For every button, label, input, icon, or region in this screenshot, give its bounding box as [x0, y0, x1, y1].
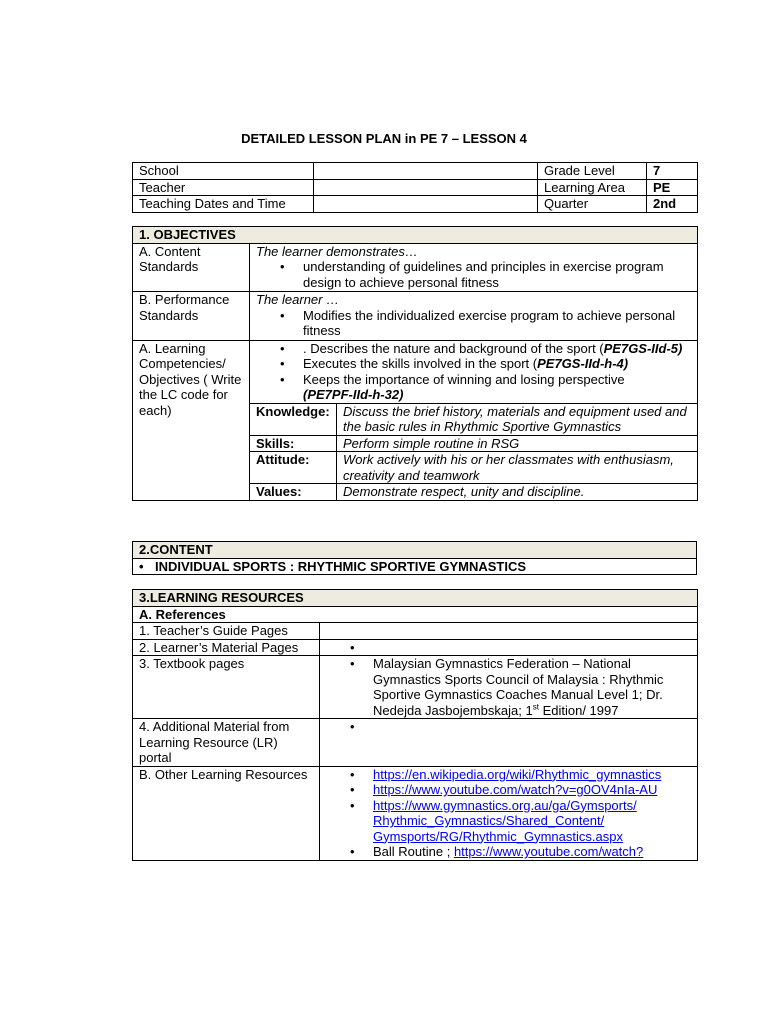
references-label: A. References: [133, 606, 698, 623]
content-table: [132, 541, 697, 575]
youtube-link[interactable]: https://www.youtube.com/watch?v=g0OV4nIa-AU: [373, 782, 658, 797]
knowledge-value: Discuss the brief history, materials and equipment used and the basic rules in Rhythmic Sportive Gymnastics: [337, 403, 698, 435]
area-value: PE: [647, 179, 698, 196]
values-label: Values:: [250, 484, 337, 501]
performance-standards-label: B. Performance Standards: [133, 292, 250, 341]
gymnastics-org-link[interactable]: https://www.gymnastics.org.au/ga/Gymsports/ Rhythmic_Gymnastics/Shared_Content/ Gymsports/RG/Rhythmic_Gymnastics.aspx: [373, 797, 637, 844]
tg-label: 1. Teacher’s Guide Pages: [133, 623, 320, 640]
area-label: Learning Area: [538, 179, 647, 196]
attitude-value: Work actively with his or her classmates with enthusiasm, creativity and teamwork: [337, 452, 698, 484]
additional-bullet: [326, 719, 691, 735]
knowledge-label: Knowledge:: [250, 403, 337, 435]
wikipedia-link[interactable]: https://en.wikipedia.org/wiki/Rhythmic_gymnastics: [373, 766, 662, 782]
resource-link-item: [326, 782, 691, 798]
teacher-value: [314, 179, 538, 196]
additional-label: 4. Additional Material from Learning Resource (LR) portal: [133, 719, 320, 767]
content-header: 2.CONTENT: [133, 542, 697, 559]
lm-bullet: [326, 640, 691, 656]
content-standards-item: • understanding of guidelines and principles in exercise program design to achieve personal fitness: [256, 259, 691, 290]
resource-link-item: • Ball Routine ; https://www.youtube.com/watch?: [326, 844, 691, 860]
info-table: [132, 162, 698, 213]
values-value: Demonstrate respect, unity and discipline.: [337, 484, 698, 501]
quarter-value: 2nd: [647, 196, 698, 213]
attitude-label: Attitude:: [250, 452, 337, 484]
teacher-label: Teacher: [133, 179, 314, 196]
school-value: [314, 163, 538, 180]
performance-standards-item: • Modifies the individualized exercise program to achieve personal fitness: [256, 308, 691, 339]
bullet-icon: •: [139, 558, 144, 574]
competency-item: • . Describes the nature and background of the sport (PE7GS-IId-5): [256, 341, 691, 357]
content-standards-intro: The learner demonstrates…: [256, 243, 418, 259]
resource-link-item: [326, 767, 691, 783]
competency-item: • Keeps the importance of winning and losing perspective (PE7PF-IId-h-32): [256, 372, 691, 403]
tg-value: [320, 623, 698, 640]
other-resources-label: B. Other Learning Resources: [133, 766, 320, 860]
objectives-header: 1. OBJECTIVES: [133, 227, 698, 244]
school-label: School: [133, 163, 314, 180]
lm-label: 2. Learner’s Material Pages: [133, 639, 320, 656]
resources-header: 3.LEARNING RESOURCES: [133, 590, 698, 607]
content-item: • INDIVIDUAL SPORTS : RHYTHMIC SPORTIVE GYMNASTICS: [133, 558, 697, 575]
grade-value: 7: [647, 163, 698, 180]
objectives-table: [132, 226, 698, 501]
ball-routine-link[interactable]: https://www.youtube.com/watch?: [453, 844, 644, 859]
competencies-label: A. Learning Competencies/ Objectives ( Write the LC code for each): [133, 340, 250, 500]
resource-link-item: [326, 798, 691, 845]
performance-standards-intro: The learner …: [256, 292, 340, 307]
skills-value: Perform simple routine in RSG: [337, 435, 698, 452]
competency-item: • Executes the skills involved in the sport (PE7GS-IId-h-4): [256, 356, 691, 372]
textbook-value: • Malaysian Gymnastics Federation – National Gymnastics Sports Council of Malaysia : Rhythmic Sportive Gymnastics Coaches Manual Level 1; Dr. Nedejda Jasbojembskaja; 1st Edition/ 1997: [326, 656, 691, 718]
dates-label: Teaching Dates and Time: [133, 196, 314, 213]
quarter-label: Quarter: [538, 196, 647, 213]
dates-value: [314, 196, 538, 213]
textbook-label: 3. Textbook pages: [133, 656, 320, 719]
resources-table: [132, 589, 698, 861]
document-title: DETAILED LESSON PLAN in PE 7 – LESSON 4: [241, 131, 527, 146]
skills-label: Skills:: [250, 435, 337, 452]
grade-label: Grade Level: [538, 163, 647, 180]
content-standards-label: A. Content Standards: [133, 243, 250, 292]
